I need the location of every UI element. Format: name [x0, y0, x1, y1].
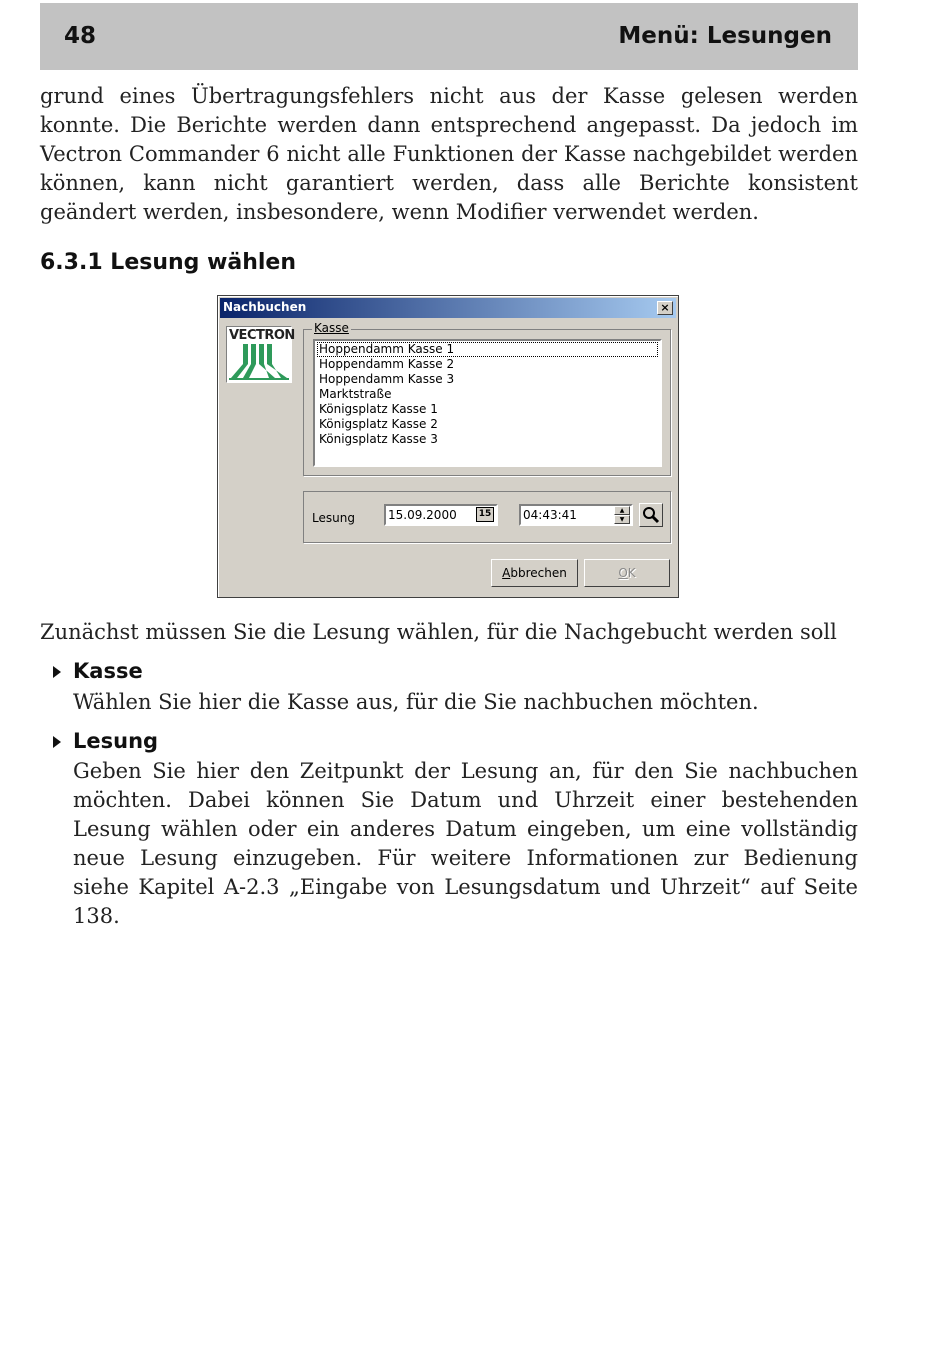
bullet-title-kasse: Kasse	[73, 659, 143, 683]
search-icon	[640, 504, 662, 526]
cancel-button[interactable]	[491, 559, 578, 587]
kasse-item-5[interactable]: Königsplatz Kasse 1	[319, 402, 438, 416]
kasse-item-6[interactable]: Königsplatz Kasse 2	[319, 417, 438, 431]
page-number: 48	[64, 23, 97, 49]
instruction-paragraph: Zunächst müssen Sie die Lesung wählen, für die Nachgebucht werden soll	[40, 620, 837, 644]
bullet-title-lesung: Lesung	[73, 729, 159, 753]
search-button[interactable]	[639, 503, 663, 527]
kasse-item-7[interactable]: Königsplatz Kasse 3	[319, 432, 438, 446]
bullet-arrow-icon	[53, 736, 61, 748]
kasse-label: Kasse	[314, 321, 349, 335]
logo-text: VECTRON	[229, 328, 295, 343]
logo-graphic	[227, 342, 291, 382]
kasse-item-1[interactable]: Hoppendamm Kasse 1	[317, 342, 658, 357]
close-icon: ×	[660, 301, 670, 314]
kasse-item-3[interactable]: Hoppendamm Kasse 3	[319, 372, 455, 386]
chapter-title: Menü: Lesungen	[618, 23, 832, 49]
dialog-titlebar[interactable]	[220, 298, 676, 318]
close-button[interactable]	[657, 301, 673, 315]
spin-down-icon[interactable]: ▼	[614, 515, 630, 524]
spin-up-icon[interactable]: ▲	[614, 506, 630, 515]
kasse-listbox[interactable]	[313, 339, 662, 467]
bullet-text-kasse: Wählen Sie hier die Kasse aus, für die Sie nachbuchen möchten.	[73, 690, 759, 714]
bullet-arrow-icon	[53, 666, 61, 678]
dialog-title: Nachbuchen	[223, 300, 307, 314]
kasse-item-4[interactable]: Marktstraße	[319, 387, 392, 401]
lesung-group	[303, 491, 671, 543]
time-input[interactable]	[519, 504, 633, 526]
nachbuchen-dialog	[217, 295, 679, 598]
ok-label: OK	[618, 566, 636, 580]
time-spinner[interactable]	[614, 506, 630, 524]
vectron-logo	[226, 326, 295, 383]
date-input[interactable]	[384, 504, 498, 526]
bullet-text-lesung: Geben Sie hier den Zeitpunkt der Lesung an, für den Sie nachbuchen möchten. Dabei können Sie Datum und Uhrzeit einer bestehenden Lesung wählen oder ein anderes Datum eingeben, um eine vollständig neue Lesung einzugeben. Für weitere Informationen zur Bedienung siehe Kapitel A-2.3 „Eingabe von Lesungsdatum und Uhrzeit“ auf Seite 138.	[73, 759, 858, 928]
cancel-label: Abbrechen	[502, 566, 567, 580]
ok-button[interactable]	[584, 559, 670, 587]
kasse-group	[303, 321, 671, 476]
page-header	[40, 3, 858, 70]
time-value: 04:43:41	[523, 508, 577, 522]
kasse-item-2[interactable]: Hoppendamm Kasse 2	[319, 357, 455, 371]
date-value: 15.09.2000	[388, 508, 457, 522]
section-title: 6.3.1 Lesung wählen	[40, 250, 297, 275]
intro-paragraph: grund eines Übertragungsfehlers nicht aus der Kasse gelesen werden konnte. Die Berichte werden dann entsprechend angepasst. Da jedoch im Vectron Commander 6 nicht alle Funktionen der Kasse nachgebildet werden können, kann nicht garantiert werden, dass alle Berichte konsistent geändert werden, insbesondere, wenn Modifier verwendet werden.	[40, 84, 858, 224]
calendar-button[interactable]	[476, 507, 494, 522]
lesung-label: Lesung	[312, 511, 355, 525]
calendar-icon: 15	[478, 509, 492, 519]
